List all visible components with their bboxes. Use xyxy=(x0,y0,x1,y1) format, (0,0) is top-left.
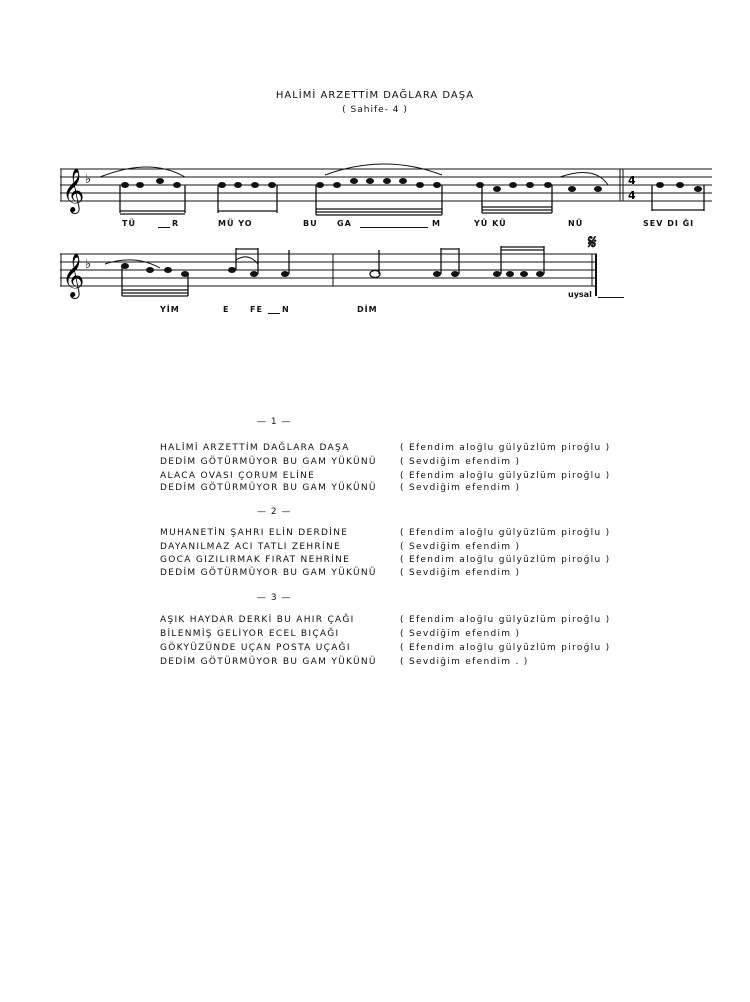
verse-refrain: ( Sevdiğim efendim . ) xyxy=(400,657,529,667)
music-staff-1 xyxy=(0,155,750,225)
music-staff-2 xyxy=(0,240,750,310)
verse-line: BİLENMİŞ GELİYOR ECEL BIÇAĞI xyxy=(160,629,340,639)
verse-refrain: ( Sevdiğim efendim ) xyxy=(400,457,521,467)
annotation-underline xyxy=(598,297,624,298)
composer-annotation: uysal xyxy=(568,290,592,299)
song-title: HALİMİ ARZETTİM DAĞLARA DAŞA xyxy=(275,90,475,101)
time-signature-bottom: 4 xyxy=(628,189,636,202)
lyric-syllable: M xyxy=(432,219,441,228)
verse-refrain: ( Sevdiğim efendim ) xyxy=(400,483,521,493)
treble-clef-icon: 𝄞 xyxy=(62,168,85,212)
verse-refrain: ( Sevdiğim efendim ) xyxy=(400,542,521,552)
verse-line: ALACA OVASI ÇORUM ELİNE xyxy=(160,471,316,481)
verse-refrain: ( Sevdiğim efendim ) xyxy=(400,629,521,639)
verse-line: AŞIK HAYDAR DERKİ BU AHIR ÇAĞI xyxy=(160,615,355,625)
verse-line: DAYANILMAZ ACI TATLI ZEHRİNE xyxy=(160,542,341,552)
verse-number: — 3 — xyxy=(257,593,292,603)
lyric-syllable: FE xyxy=(250,305,263,314)
lyric-syllable: YİM xyxy=(160,305,180,314)
lyric-syllable: TÜ xyxy=(122,219,136,228)
lyric-dash xyxy=(268,313,280,314)
verse-line: DEDİM GÖTÜRMÜYOR BU GAM YÜKÜNÜ xyxy=(160,568,377,578)
verse-refrain: ( Efendim aloğlu gülyüzlüm piroğlu ) xyxy=(400,615,611,625)
lyric-syllable: YÜ KÜ xyxy=(474,219,507,228)
verse-line: HALİMİ ARZETTİM DAĞLARA DAŞA xyxy=(160,443,350,453)
verse-number: — 2 — xyxy=(257,507,292,517)
verse-number: — 1 — xyxy=(257,417,292,427)
verse-refrain: ( Efendim aloğlu gülyüzlüm piroğlu ) xyxy=(400,555,611,565)
verse-line: GOCA GIZILIRMAK FIRAT NEHRİNE xyxy=(160,555,351,565)
lyric-syllable: MÜ YO xyxy=(218,219,253,228)
segno-icon: 𝄋 xyxy=(588,230,597,254)
verse-refrain: ( Efendim aloğlu gülyüzlüm piroğlu ) xyxy=(400,643,611,653)
lyric-syllable: SEV DI ĞI xyxy=(643,219,695,228)
verse-line: DEDİM GÖTÜRMÜYOR BU GAM YÜKÜNÜ xyxy=(160,457,377,467)
verse-refrain: ( Efendim aloğlu gülyüzlüm piroğlu ) xyxy=(400,528,611,538)
lyric-syllable: N xyxy=(282,305,290,314)
verse-line: MUHANETİN ŞAHRI ELİN DERDİNE xyxy=(160,528,349,538)
lyric-syllable: DİM xyxy=(357,305,378,314)
verse-line: GÖKYÜZÜNDE UÇAN POSTA UÇAĞI xyxy=(160,643,351,653)
treble-clef-icon: 𝄞 xyxy=(62,253,85,297)
time-signature-top: 4 xyxy=(628,174,636,187)
verse-refrain: ( Efendim aloğlu gülyüzlüm piroğlu ) xyxy=(400,471,611,481)
lyric-syllable: R xyxy=(172,219,180,228)
lyric-extender xyxy=(360,227,428,228)
flat-key-icon: ♭ xyxy=(85,172,92,187)
lyric-syllable: BU xyxy=(303,219,318,228)
verse-line: DEDİM GÖTÜRMÜYOR BU GAM YÜKÜNÜ xyxy=(160,657,377,667)
lyric-syllable: NÜ xyxy=(568,219,584,228)
flat-key-icon: ♭ xyxy=(85,257,92,272)
lyric-syllable: E xyxy=(223,305,230,314)
verse-line: DEDİM GÖTÜRMÜYOR BU GAM YÜKÜNÜ xyxy=(160,483,377,493)
verse-refrain: ( Efendim aloğlu gülyüzlüm piroğlu ) xyxy=(400,443,611,453)
verse-refrain: ( Sevdiğim efendim ) xyxy=(400,568,521,578)
page-subtitle: ( Sahife- 4 ) xyxy=(342,105,408,115)
lyric-syllable: GA xyxy=(337,219,352,228)
lyric-dash xyxy=(158,227,170,228)
